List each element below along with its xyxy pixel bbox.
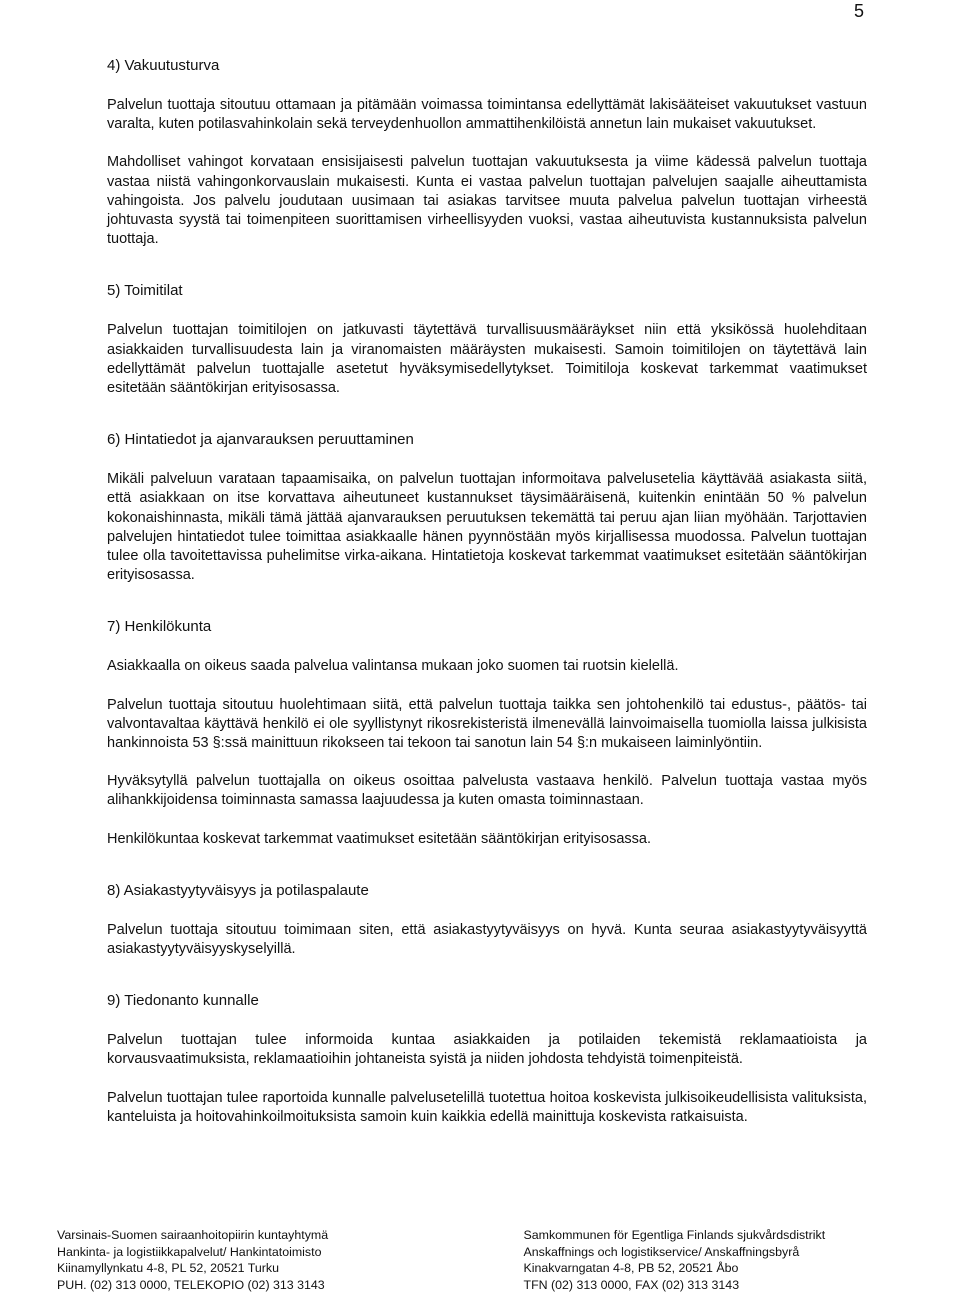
footer-line: Anskaffnings och logistikservice/ Anskaffningsbyrå xyxy=(524,1244,911,1261)
paragraph: Asiakkaalla on oikeus saada palvelua valintansa mukaan joko suomen tai ruotsin kielellä. xyxy=(107,657,867,676)
document-body xyxy=(107,56,867,1159)
section-heading: 6) Hintatiedot ja ajanvarauksen peruuttaminen xyxy=(107,430,867,450)
page-footer xyxy=(57,1227,910,1293)
footer-swedish-address xyxy=(444,1227,911,1293)
section-henkilokunta xyxy=(107,617,867,848)
paragraph: Palvelun tuottajan tulee informoida kuntaa asiakkaiden ja potilaiden tekemistä reklamaatioista ja korvausvaatimuksista, reklamaatioihin johtaneista syistä ja niiden johdosta tehdyistä toimenpiteistä. xyxy=(107,1031,867,1069)
section-asiakastyytyvaisyys xyxy=(107,881,867,959)
section-heading: 9) Tiedonanto kunnalle xyxy=(107,991,867,1011)
paragraph: Palvelun tuottajan tulee raportoida kunnalle palvelusetelillä tuotettua hoitoa koskevista julkisoikeudellisista valituksista, kanteluista ja hoitovahinkoilmoituksista samoin kuin kaikkia edellä mainittuja koskevista ratkaisuista. xyxy=(107,1089,867,1127)
paragraph: Palvelun tuottajan toimitilojen on jatkuvasti täytettävä turvallisuusmääräykset niin että yksikössä huolehditaan asiakkaiden turvallisuudesta lain ja viranomaisten määräysten mukaisesti. Samoin toimitilojen on täytettävä lain edellyttämät palvelun tuottajalle asetetut hyväksymisedellytykset. Toimitiloja koskevat tarkemmat vaatimukset esitetään sääntökirjan erityisosassa. xyxy=(107,321,867,398)
paragraph: Palvelun tuottaja sitoutuu ottamaan ja pitämään voimassa toimintansa edellyttämät lakisääteiset vakuutukset vastuun varalta, kuten potilasvahinkolain sekä terveydenhuollon ammattihenkilöistä annetun lain mukaiset vakuutukset. xyxy=(107,96,867,134)
section-tiedonanto xyxy=(107,991,867,1127)
footer-line: Samkommunen för Egentliga Finlands sjukvårdsdistrikt xyxy=(524,1227,911,1244)
footer-line: Kiinamyllynkatu 4-8, PL 52, 20521 Turku xyxy=(57,1260,444,1277)
footer-finnish-address xyxy=(57,1227,444,1293)
section-heading: 4) Vakuutusturva xyxy=(107,56,867,76)
section-heading: 8) Asiakastyytyväisyys ja potilaspalaute xyxy=(107,881,867,901)
section-hintatiedot xyxy=(107,430,867,585)
paragraph: Mikäli palveluun varataan tapaamisaika, on palvelun tuottajan informoitava palvelusetelia käyttävää asiakasta siitä, että asiakkaan on itse korvattava aiheutuneet kustannukset täysimääräisenä, kuitenkin enintään 50 % palvelun kokonaishinnasta, mikäli tämä jättää ajanvarauksen peruutuksen tekemättä tai peruu ajan liian myöhään. Tarjottavien palvelujen hintatiedot tulee toimittaa asiakkaalle hänen pyynnöstään myös kirjallisessa muodossa. Palvelun tuottajan tulee olla tavoitettavissa puhelimitse virka-aikana. Hintatietoja koskevat tarkemmat vaatimukset esitetään sääntökirjan erityisosassa. xyxy=(107,470,867,585)
section-heading: 5) Toimitilat xyxy=(107,281,867,301)
section-vakuutusturva xyxy=(107,56,867,249)
paragraph: Henkilökuntaa koskevat tarkemmat vaatimukset esitetään sääntökirjan erityisosassa. xyxy=(107,830,867,849)
footer-line: Hankinta- ja logistiikkapalvelut/ Hankintatoimisto xyxy=(57,1244,444,1261)
section-heading: 7) Henkilökunta xyxy=(107,617,867,637)
footer-line: Varsinais-Suomen sairaanhoitopiirin kuntayhtymä xyxy=(57,1227,444,1244)
footer-line: Kinakvarngatan 4-8, PB 52, 20521 Åbo xyxy=(524,1260,911,1277)
paragraph: Mahdolliset vahingot korvataan ensisijaisesti palvelun tuottajan vakuutuksesta ja viime kädessä palvelun tuottaja vastaa niistä vahingonkorvauslain mukaisesti. Kunta ei vastaa palvelun tuottajan palvelujen saajalle aiheuttamista vahingoista. Jos palvelu joudutaan uusimaan tai asiakas tarvitsee muuta palvelua palvelun tuottajan virheestä johtuvasta syystä tai toimenpiteen suorittamisen virheellisyyden vuoksi, vastaa aiheutuvista kustannuksista palvelun tuottaja. xyxy=(107,153,867,249)
footer-line: TFN (02) 313 0000, FAX (02) 313 3143 xyxy=(524,1277,911,1293)
paragraph: Palvelun tuottaja sitoutuu toimimaan siten, että asiakastyytyväisyys on hyvä. Kunta seuraa asiakastyytyväisyyttä asiakastyytyväisyyskyselyillä. xyxy=(107,921,867,959)
paragraph: Palvelun tuottaja sitoutuu huolehtimaan siitä, että palvelun tuottaja taikka sen johtohenkilö tai edustus-, päätös- tai valvontavaltaa käyttävä henkilö ei ole syyllistynyt rikosrekisteristä ilmenevällä lainvoimaisella tuomiolla laissa julkisista hankinnoista 53 §:ssä mainittuun rikokseen tai tekoon tai sanotun lain 54 §:n mukaiseen laiminlyöntiin. xyxy=(107,696,867,754)
section-toimitilat xyxy=(107,281,867,398)
footer-line: PUH. (02) 313 0000, TELEKOPIO (02) 313 3143 xyxy=(57,1277,444,1293)
page-number: 5 xyxy=(854,0,864,22)
paragraph: Hyväksytyllä palvelun tuottajalla on oikeus osoittaa palvelusta vastaava henkilö. Palvelun tuottaja vastaa myös alihankkijoidensa toiminnasta samassa laajuudessa ja kuten omasta toiminnastaan. xyxy=(107,772,867,810)
